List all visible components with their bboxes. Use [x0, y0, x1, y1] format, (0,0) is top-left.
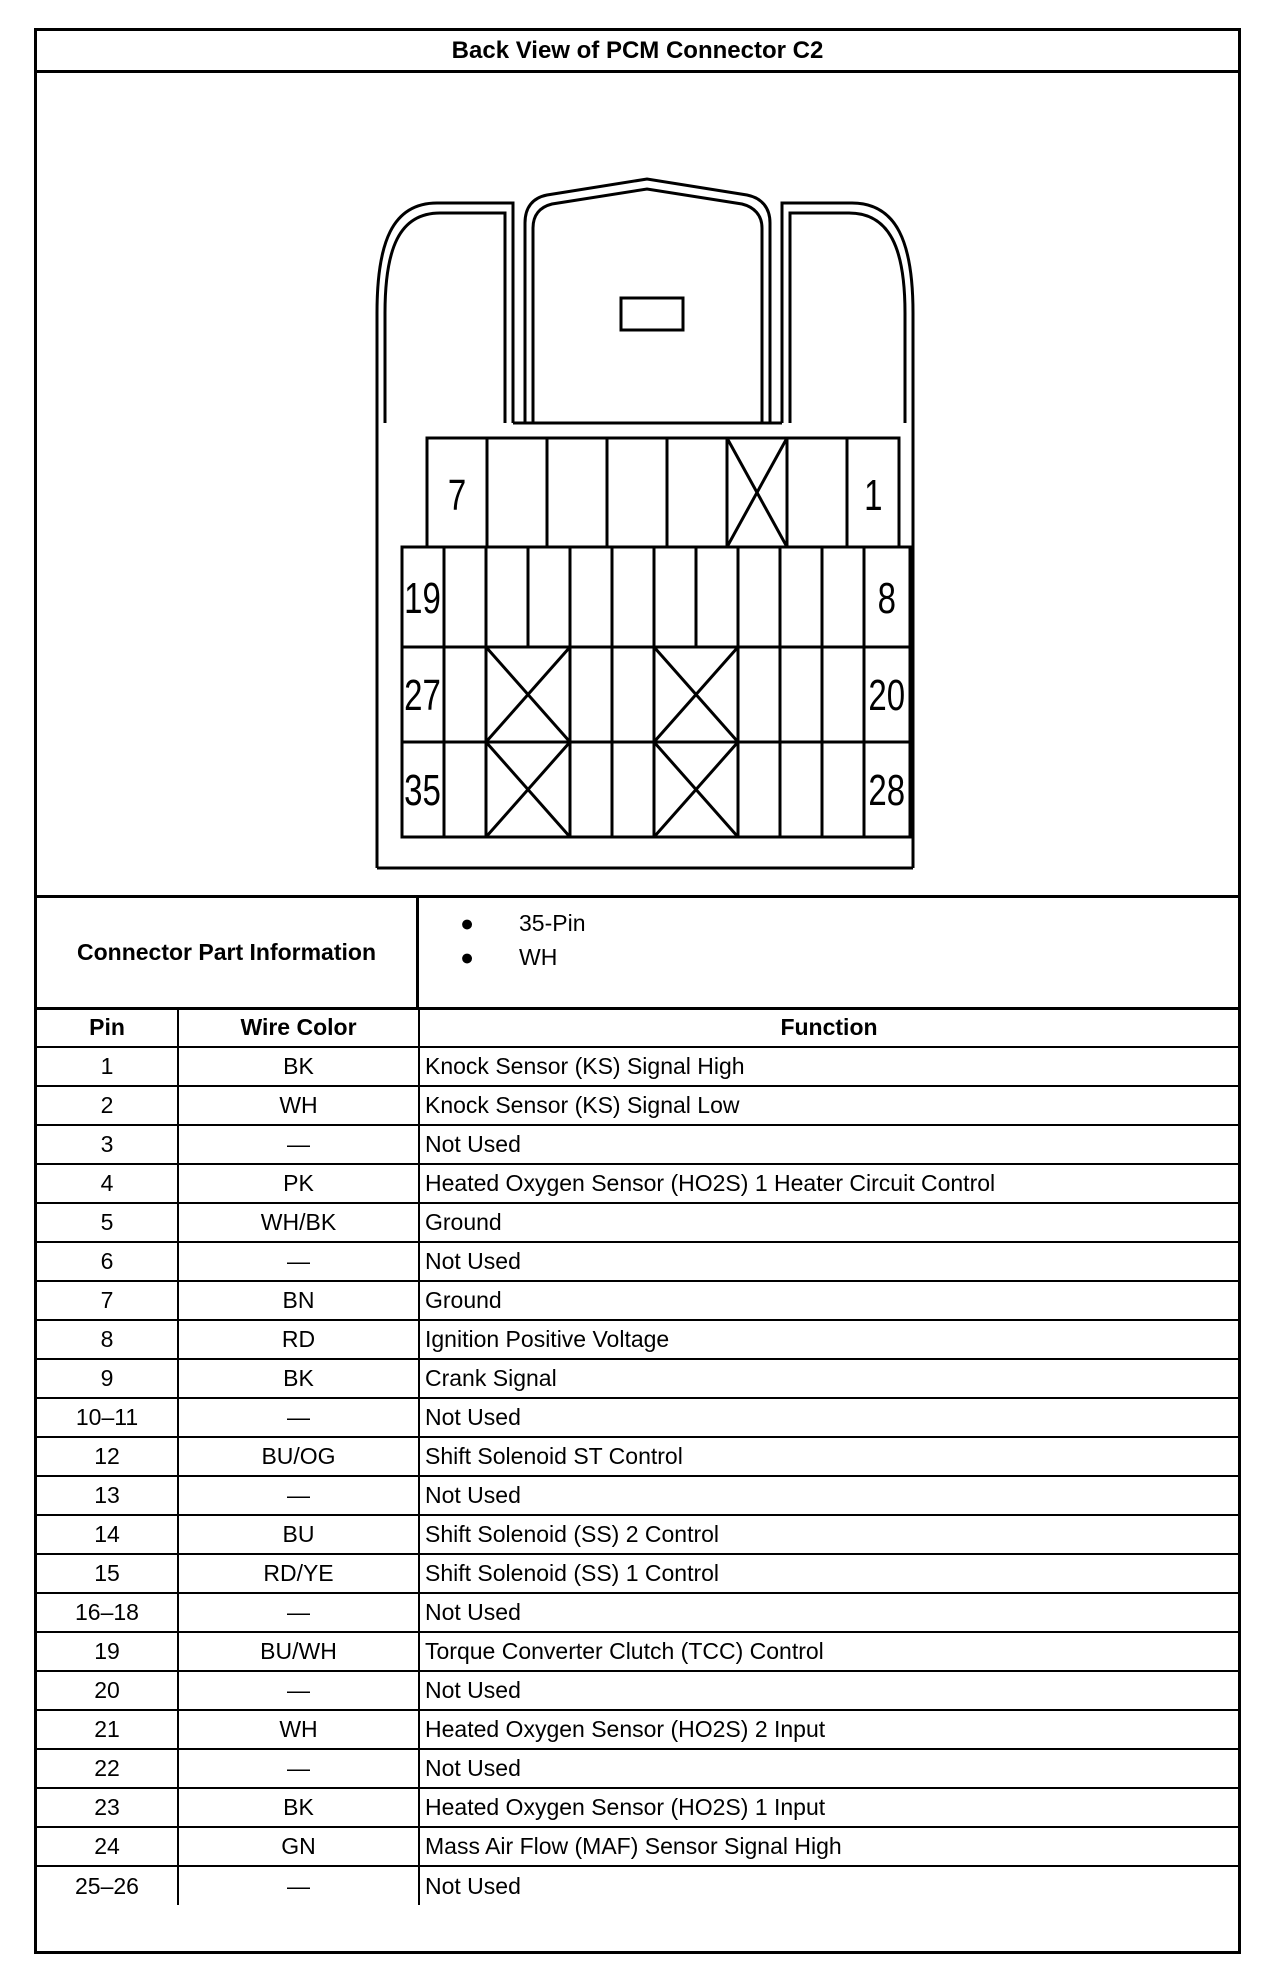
pin-cell: 6 — [37, 1242, 178, 1281]
function-cell: Not Used — [419, 1866, 1238, 1905]
pin-cell: 16–18 — [37, 1593, 178, 1632]
wire-color-cell: WH/BK — [178, 1203, 419, 1242]
connector-diagram — [37, 73, 1238, 895]
function-cell: Ground — [419, 1281, 1238, 1320]
wire-color-cell: — — [178, 1671, 419, 1710]
pin-cell: 7 — [37, 1281, 178, 1320]
wire-color-cell: — — [178, 1242, 419, 1281]
table-row — [37, 1710, 1238, 1749]
wire-color-cell: — — [178, 1476, 419, 1515]
pin-cell: 22 — [37, 1749, 178, 1788]
pin-cell: 25–26 — [37, 1866, 178, 1905]
table-row — [37, 1359, 1238, 1398]
page-title: Back View of PCM Connector C2 — [37, 31, 1238, 73]
wire-color-cell: BK — [178, 1047, 419, 1086]
pin-cell: 3 — [37, 1125, 178, 1164]
wire-color-cell: BU/WH — [178, 1632, 419, 1671]
function-cell: Heated Oxygen Sensor (HO2S) 1 Heater Circuit Control — [419, 1164, 1238, 1203]
pin-cell: 19 — [37, 1632, 178, 1671]
pin-label-7: 7 — [447, 471, 467, 521]
connector-part-info — [37, 895, 1238, 1010]
pin-label-20: 20 — [868, 671, 906, 721]
pin-label-27: 27 — [404, 671, 441, 721]
pin-label-1: 1 — [864, 471, 883, 521]
latch-outline — [525, 179, 770, 423]
wire-color-cell: — — [178, 1125, 419, 1164]
function-cell: Mass Air Flow (MAF) Sensor Signal High — [419, 1827, 1238, 1866]
function-cell: Torque Converter Clutch (TCC) Control — [419, 1632, 1238, 1671]
pin-row-2 — [402, 547, 910, 647]
pin-cell: 14 — [37, 1515, 178, 1554]
connector-drawing — [37, 73, 1238, 895]
table-row — [37, 1632, 1238, 1671]
pin-cell: 21 — [37, 1710, 178, 1749]
pin-label-28: 28 — [868, 766, 906, 816]
pin-table — [37, 1007, 1238, 1905]
pin-label-35: 35 — [404, 766, 441, 816]
wire-color-cell: RD — [178, 1320, 419, 1359]
wire-color-cell: — — [178, 1866, 419, 1905]
table-row — [37, 1086, 1238, 1125]
function-cell: Not Used — [419, 1593, 1238, 1632]
list-item: ● 35-Pin — [419, 906, 585, 940]
table-row — [37, 1749, 1238, 1788]
table-row — [37, 1515, 1238, 1554]
function-cell: Not Used — [419, 1398, 1238, 1437]
header-wire-color: Wire Color — [178, 1008, 419, 1047]
bullet-icon: ● — [460, 910, 474, 936]
function-cell: Shift Solenoid (SS) 1 Control — [419, 1554, 1238, 1593]
pin-cell: 5 — [37, 1203, 178, 1242]
wire-color-cell: GN — [178, 1827, 419, 1866]
table-row — [37, 1164, 1238, 1203]
function-cell: Not Used — [419, 1671, 1238, 1710]
function-cell: Knock Sensor (KS) Signal Low — [419, 1086, 1238, 1125]
table-row — [37, 1554, 1238, 1593]
function-cell: Heated Oxygen Sensor (HO2S) 2 Input — [419, 1710, 1238, 1749]
table-row — [37, 1866, 1238, 1905]
table-row — [37, 1281, 1238, 1320]
table-row — [37, 1593, 1238, 1632]
wire-color-cell: — — [178, 1398, 419, 1437]
function-cell: Ignition Positive Voltage — [419, 1320, 1238, 1359]
table-row — [37, 1320, 1238, 1359]
wire-color-cell: BK — [178, 1359, 419, 1398]
pin-cell: 13 — [37, 1476, 178, 1515]
table-row — [37, 1671, 1238, 1710]
bullet-icon: ● — [460, 944, 474, 970]
table-header-row — [37, 1008, 1238, 1047]
table-row — [37, 1827, 1238, 1866]
pin-cell: 23 — [37, 1788, 178, 1827]
header-pin: Pin — [37, 1008, 178, 1047]
wire-color-cell: WH — [178, 1710, 419, 1749]
table-row — [37, 1476, 1238, 1515]
wire-color-cell: — — [178, 1593, 419, 1632]
pin-cell: 1 — [37, 1047, 178, 1086]
pin-cell: 12 — [37, 1437, 178, 1476]
function-cell: Heated Oxygen Sensor (HO2S) 1 Input — [419, 1788, 1238, 1827]
pin-cell: 2 — [37, 1086, 178, 1125]
wire-color-cell: WH — [178, 1086, 419, 1125]
pin-cell: 20 — [37, 1671, 178, 1710]
table-row — [37, 1437, 1238, 1476]
pin-label-8: 8 — [877, 574, 896, 624]
wire-color-cell: — — [178, 1749, 419, 1788]
wire-color-cell: RD/YE — [178, 1554, 419, 1593]
function-cell: Shift Solenoid (SS) 2 Control — [419, 1515, 1238, 1554]
pin-cell: 15 — [37, 1554, 178, 1593]
function-cell: Not Used — [419, 1476, 1238, 1515]
pin-cell: 10–11 — [37, 1398, 178, 1437]
pin-cell: 4 — [37, 1164, 178, 1203]
function-cell: Crank Signal — [419, 1359, 1238, 1398]
connector-info-list — [419, 906, 585, 974]
function-cell: Ground — [419, 1203, 1238, 1242]
table-row — [37, 1203, 1238, 1242]
pin-cell: 8 — [37, 1320, 178, 1359]
function-cell: Knock Sensor (KS) Signal High — [419, 1047, 1238, 1086]
wire-color-cell: BN — [178, 1281, 419, 1320]
wire-color-cell: BU — [178, 1515, 419, 1554]
table-row — [37, 1047, 1238, 1086]
function-cell: Not Used — [419, 1242, 1238, 1281]
connector-sheet — [34, 28, 1241, 1954]
latch-window — [621, 298, 683, 330]
wire-color-cell: PK — [178, 1164, 419, 1203]
header-function: Function — [419, 1008, 1238, 1047]
pin-table-body — [37, 1047, 1238, 1905]
pin-cell: 24 — [37, 1827, 178, 1866]
function-cell: Not Used — [419, 1749, 1238, 1788]
table-row — [37, 1398, 1238, 1437]
list-item: ● WH — [419, 940, 585, 974]
function-cell: Shift Solenoid ST Control — [419, 1437, 1238, 1476]
connector-info-label: Connector Part Information — [37, 898, 419, 1007]
pin-row-1 — [427, 438, 899, 547]
table-row — [37, 1242, 1238, 1281]
function-cell: Not Used — [419, 1125, 1238, 1164]
pin-cell: 9 — [37, 1359, 178, 1398]
table-row — [37, 1125, 1238, 1164]
pin-label-19: 19 — [404, 574, 441, 624]
table-row — [37, 1788, 1238, 1827]
wire-color-cell: BK — [178, 1788, 419, 1827]
wire-color-cell: BU/OG — [178, 1437, 419, 1476]
